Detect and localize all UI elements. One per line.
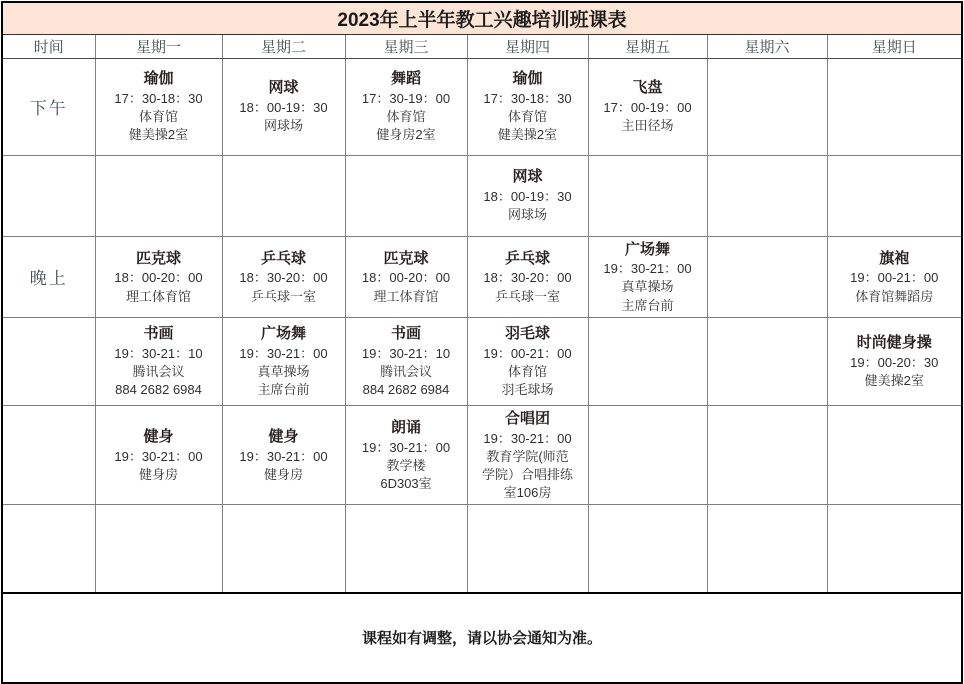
schedule-row (2, 505, 962, 593)
course-cell (345, 58, 467, 155)
time-period-label (2, 155, 95, 236)
course-name: 舞蹈 (390, 70, 421, 88)
course-detail: 教育学院(师范 (486, 448, 569, 464)
course-detail: 健身房 (263, 466, 303, 482)
course-detail: 健美操2室 (128, 127, 189, 143)
course-name: 合唱团 (504, 409, 550, 427)
course-cell (345, 236, 467, 317)
column-header-tuesday: 星期二 (222, 34, 345, 58)
course-detail: 体育馆 (386, 109, 426, 125)
course-detail: 6D303室 (380, 476, 432, 492)
empty-cell (707, 58, 827, 155)
course-name: 匹克球 (383, 249, 429, 267)
column-header-saturday: 星期六 (707, 34, 827, 58)
course-name: 书画 (390, 325, 421, 343)
course-name: 健身 (143, 428, 174, 445)
course-detail: 健美操2室 (497, 127, 558, 143)
course-detail: 主田径场 (621, 118, 674, 134)
course-detail: 19：00-21：00 (483, 345, 572, 361)
course-detail: 19：30-21：00 (239, 448, 328, 464)
course-detail: 18：00-19：30 (239, 100, 328, 116)
course-name: 广场舞 (260, 325, 306, 343)
column-header-friday: 星期五 (588, 34, 707, 58)
schedule-table (1, 1, 963, 684)
course-cell (467, 317, 588, 405)
course-detail: 18：00-20：00 (114, 270, 203, 286)
schedule-row (2, 58, 962, 155)
footer-note: 课程如有调整，请以协会通知为准。 (2, 593, 962, 683)
title-row (2, 2, 962, 34)
course-name: 网球 (512, 168, 543, 186)
course-cell (588, 58, 707, 155)
course-detail: 乒乓球一室 (250, 288, 316, 304)
course-detail: 健身房2室 (376, 127, 436, 143)
schedule-body (2, 58, 962, 593)
course-cell (95, 58, 222, 155)
course-detail: 体育馆 (507, 109, 547, 125)
course-detail: 真草操场 (621, 279, 674, 295)
course-cell (95, 405, 222, 505)
schedule-row (2, 405, 962, 505)
course-cell (588, 236, 707, 317)
empty-cell (707, 236, 827, 317)
course-detail: 19：30-21：00 (483, 430, 572, 446)
course-detail: 理工体育馆 (373, 288, 439, 304)
course-name: 羽毛球 (504, 325, 550, 343)
column-header-thursday: 星期四 (467, 34, 588, 58)
course-detail: 17：30-18：30 (114, 91, 203, 107)
course-name: 瑜伽 (512, 70, 543, 88)
course-cell (95, 236, 222, 317)
footer-row (2, 593, 962, 683)
course-detail: 体育馆 (138, 109, 178, 125)
course-name: 乒乓球 (504, 249, 550, 267)
course-detail: 19：30-21：00 (603, 261, 692, 277)
empty-cell (95, 505, 222, 593)
course-name: 瑜伽 (143, 70, 174, 88)
time-period-label: 晚上 (2, 236, 95, 317)
empty-cell (95, 155, 222, 236)
course-detail: 健身房 (138, 466, 178, 482)
course-name: 广场舞 (624, 240, 670, 258)
course-detail: 网球场 (507, 207, 547, 223)
course-name: 朗诵 (390, 418, 421, 436)
course-name: 书画 (143, 325, 174, 343)
course-detail: 17：30-18：30 (483, 91, 572, 107)
course-detail: 19：30-21：10 (114, 345, 203, 361)
course-name: 时尚健身操 (856, 334, 932, 352)
course-cell (467, 236, 588, 317)
course-detail: 19：00-21：00 (850, 270, 939, 286)
schedule-row (2, 317, 962, 405)
empty-cell (707, 405, 827, 505)
column-header-wednesday: 星期三 (345, 34, 467, 58)
empty-cell (588, 505, 707, 593)
empty-cell (707, 505, 827, 593)
course-detail: 主席台前 (621, 297, 674, 313)
empty-cell (588, 405, 707, 505)
course-name: 健身 (268, 428, 299, 445)
empty-cell (707, 155, 827, 236)
empty-cell (345, 155, 467, 236)
course-detail: 羽毛球场 (501, 382, 554, 398)
course-cell (222, 58, 345, 155)
schedule-row (2, 236, 962, 317)
time-period-label (2, 505, 95, 593)
empty-cell (222, 505, 345, 593)
course-detail: 19：30-21：10 (361, 345, 451, 361)
empty-cell (707, 317, 827, 405)
course-name: 乒乓球 (260, 249, 306, 267)
course-detail: 真草操场 (257, 364, 310, 380)
course-detail: 教学楼 (386, 457, 426, 473)
course-detail: 学院）合唱排练 (481, 466, 573, 482)
course-detail: 18：30-20：00 (239, 270, 328, 286)
header-row (2, 34, 962, 58)
course-detail: 19：00-20：30 (850, 355, 939, 370)
empty-cell (345, 505, 467, 593)
course-detail: 19：30-21：00 (114, 448, 203, 464)
course-cell (827, 317, 962, 405)
course-detail: 18：00-20：00 (361, 270, 451, 286)
empty-cell (827, 405, 962, 505)
course-detail: 室106房 (503, 485, 552, 501)
column-header-time: 时间 (2, 34, 95, 58)
empty-cell (827, 58, 962, 155)
course-detail: 884 2682 6984 (115, 382, 202, 398)
course-cell (345, 405, 467, 505)
column-header-sunday: 星期日 (827, 34, 962, 58)
course-cell (467, 58, 588, 155)
schedule-row (2, 155, 962, 236)
schedule-sheet (1, 1, 963, 684)
empty-cell (588, 317, 707, 405)
course-detail: 884 2682 6984 (362, 382, 450, 398)
empty-cell (827, 155, 962, 236)
course-cell (222, 317, 345, 405)
course-detail: 体育馆 (507, 364, 547, 380)
empty-cell (222, 155, 345, 236)
empty-cell (827, 505, 962, 593)
course-cell (467, 405, 588, 505)
empty-cell (588, 155, 707, 236)
time-period-label (2, 317, 95, 405)
course-cell (95, 317, 222, 405)
course-detail: 乒乓球一室 (494, 288, 560, 304)
course-cell (222, 236, 345, 317)
time-period-label: 下午 (2, 58, 95, 155)
course-detail: 18：00-19：30 (483, 189, 572, 205)
course-name: 旗袍 (879, 249, 910, 267)
column-header-monday: 星期一 (95, 34, 222, 58)
course-detail: 网球场 (263, 118, 303, 134)
course-detail: 体育馆舞蹈房 (855, 288, 934, 304)
course-detail: 17：30-19：00 (361, 91, 451, 107)
course-detail: 主席台前 (257, 382, 310, 398)
course-detail: 18：30-20：00 (483, 270, 572, 286)
course-detail: 19：30-21：00 (239, 345, 328, 361)
course-detail: 健美操2室 (864, 373, 924, 389)
course-name: 飞盘 (632, 79, 663, 97)
course-detail: 理工体育馆 (125, 288, 191, 304)
course-name: 匹克球 (135, 249, 181, 267)
course-cell (345, 317, 467, 405)
course-name: 网球 (268, 79, 299, 97)
course-detail: 腾讯会议 (379, 364, 432, 380)
course-cell (827, 236, 962, 317)
time-period-label (2, 405, 95, 505)
course-detail: 17：00-19：00 (603, 100, 692, 116)
course-detail: 19：30-21：00 (361, 439, 451, 455)
empty-cell (467, 505, 588, 593)
course-detail: 腾讯会议 (132, 364, 185, 380)
course-cell (467, 155, 588, 236)
page-title: 2023年上半年教工兴趣培训班课表 (2, 2, 962, 34)
course-cell (222, 405, 345, 505)
